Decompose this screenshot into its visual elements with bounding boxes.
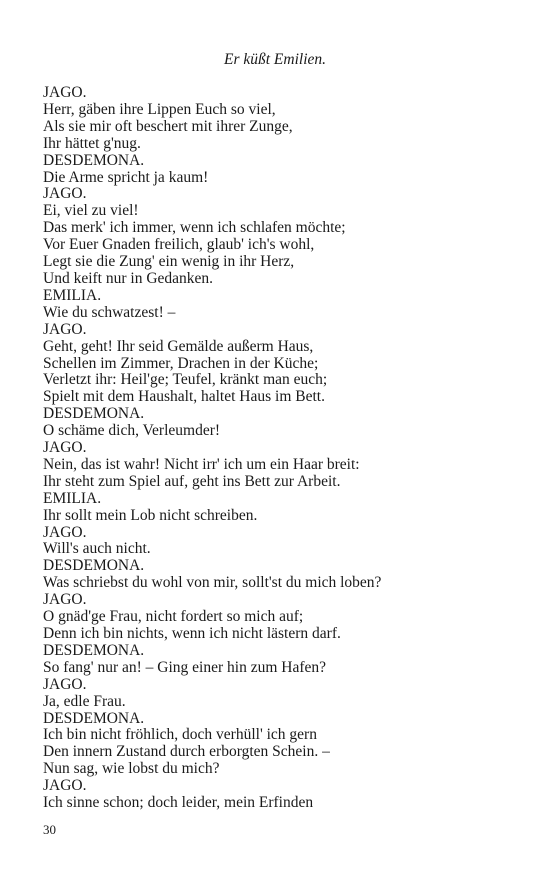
speaker-name: DESDEMONA.	[43, 151, 145, 169]
verse-line: Ich sinne schon; doch leider, mein Erfinden	[43, 794, 314, 812]
verse-line: Ihr steht zum Spiel auf, geht ins Bett zur Arbeit.	[43, 472, 341, 490]
verse-line: Was schriebst du wohl von mir, sollt'st du mich loben?	[43, 574, 382, 592]
speaker-name: EMILIA.	[43, 286, 102, 304]
speaker-name: DESDEMONA.	[43, 557, 145, 575]
speaker-name: JAGO.	[43, 777, 87, 795]
speaker-name: JAGO.	[43, 675, 87, 693]
verse-line: Geht, geht! Ihr seid Gemälde außerm Haus,	[43, 337, 314, 355]
speaker-name: JAGO.	[43, 439, 87, 457]
verse-line: Das merk' ich immer, wenn ich schlafen möchte;	[43, 219, 346, 237]
verse-line: Nein, das ist wahr! Nicht irr' ich um ein Haar breit:	[43, 455, 360, 473]
page-number: 30	[43, 822, 56, 837]
verse-line: Ich bin nicht fröhlich, doch verhüll' ich gern	[43, 726, 317, 744]
verse-line: Und keift nur in Gedanken.	[43, 269, 214, 287]
verse-line: Verletzt ihr: Heil'ge; Teufel, kränkt man euch;	[43, 371, 328, 389]
speaker-name: JAGO.	[43, 591, 87, 609]
speaker-name: JAGO.	[43, 84, 87, 101]
play-text	[43, 85, 513, 812]
verse-line: Schellen im Zimmer, Drachen in der Küche;	[43, 354, 319, 372]
verse-line: Wie du schwatzest! –	[43, 303, 176, 321]
verse-line: Vor Euer Gnaden freilich, glaub' ich's wohl,	[43, 236, 315, 254]
verse-line: Ja, edle Frau.	[43, 692, 126, 710]
speaker-name: DESDEMONA.	[43, 405, 145, 423]
verse-line: Ihr sollt mein Lob nicht schreiben.	[43, 506, 258, 524]
verse-line: Nun sag, wie lobst du mich?	[43, 760, 220, 778]
verse-line: Ihr hättet g'nug.	[43, 134, 141, 152]
speaker-name: JAGO.	[43, 185, 87, 203]
verse-line: Denn ich bin nichts, wenn ich nicht lästern darf.	[43, 625, 341, 642]
speaker-name: DESDEMONA.	[43, 641, 145, 659]
speaker-name: JAGO.	[43, 320, 87, 338]
speaker-name: JAGO.	[43, 523, 87, 541]
verse-line: Ei, viel zu viel!	[43, 202, 139, 220]
verse-line: O gnäd'ge Frau, nicht fordert so mich auf;	[43, 608, 304, 626]
verse-line: Herr, gäben ihre Lippen Euch so viel,	[43, 100, 276, 118]
verse-line: Legt sie die Zung' ein wenig in ihr Herz,	[43, 253, 295, 271]
stage-direction: Er küßt Emilien.	[223, 51, 327, 68]
verse-line: Die Arme spricht ja kaum!	[43, 168, 209, 186]
verse-line: O schäme dich, Verleumder!	[43, 422, 221, 440]
verse-line: Will's auch nicht.	[43, 540, 151, 558]
verse-line: Den innern Zustand durch erborgten Schein. –	[43, 743, 330, 761]
speaker-name: EMILIA.	[43, 489, 102, 507]
verse-line: Als sie mir oft beschert mit ihrer Zunge,	[43, 117, 293, 135]
verse-line: Spielt mit dem Haushalt, haltet Haus im Bett.	[43, 388, 325, 406]
speaker-name: DESDEMONA.	[43, 709, 145, 727]
verse-line: So fang' nur an! – Ging einer hin zum Hafen?	[43, 658, 326, 676]
